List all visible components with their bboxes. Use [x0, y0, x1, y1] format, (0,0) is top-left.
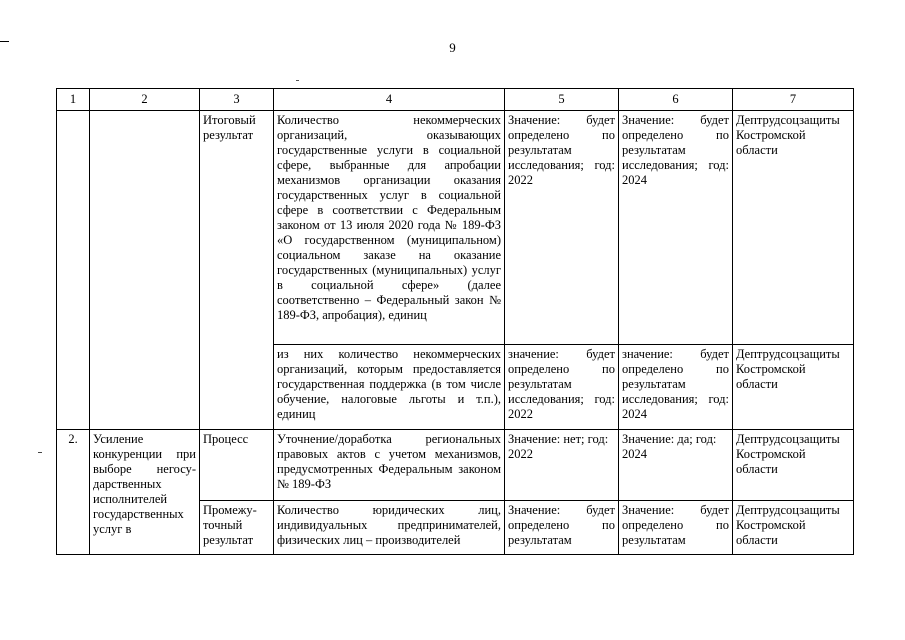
- task-cell: Усиление конкуренции при выборе негосу-дарственных исполнителей государственных услуг в: [90, 430, 200, 555]
- table-header-row: [57, 89, 854, 111]
- task-cell: [90, 111, 200, 430]
- indicator-cell: Количество юридических лиц, индивидуальных предпринимателей, физических лиц – производителей: [274, 501, 505, 555]
- value-2024-cell: Значение: да; год: 2024: [619, 430, 733, 501]
- responsible-cell: Дептрудсоцзащиты Костромской области: [733, 345, 854, 430]
- value-2022-cell: Значение: нет; год: 2022: [505, 430, 619, 501]
- header-cell: 7: [733, 89, 854, 111]
- header-cell: 1: [57, 89, 90, 111]
- table-row: [57, 430, 854, 501]
- scan-dot: [296, 80, 299, 81]
- header-cell: 2: [90, 89, 200, 111]
- page-number: 9: [449, 40, 456, 55]
- table-row: [57, 111, 854, 345]
- header-cell: 5: [505, 89, 619, 111]
- responsible-cell: Дептрудсоцзащиты Костромской области: [733, 430, 854, 501]
- indicator-cell: Количество некоммерческих организаций, оказывающих государственные услуги в социальной сфере, выбранные для апробации механизмов организации оказания государственных услуг в социальной сфере в соответствии с Федеральным законом от 13 июля 2020 года № 189-ФЗ «О государственном (муниципальном) социальном заказе на оказание государственных (муниципальных) услуг в социальной сфере» (далее соответственно – Федеральный закон № 189-ФЗ, апробация), единиц: [274, 111, 505, 345]
- header-cell: 3: [200, 89, 274, 111]
- scan-mark: [38, 452, 42, 453]
- value-2022-cell: значение: будет определено по результатам исследования; год: 2022: [505, 345, 619, 430]
- responsible-cell: Дептрудсоцзащиты Костромской области: [733, 501, 854, 555]
- indicator-cell: Уточнение/доработка региональных правовых актов с учетом механизмов, предусмотренных Федеральным законом № 189-ФЗ: [274, 430, 505, 501]
- document-table: [56, 88, 854, 555]
- value-2022-cell: Значение: будет определено по результатам: [505, 501, 619, 555]
- result-type-cell: Процесс: [200, 430, 274, 501]
- header-cell: 4: [274, 89, 505, 111]
- header-cell: 6: [619, 89, 733, 111]
- value-2024-cell: Значение: будет определено по результатам: [619, 501, 733, 555]
- value-2024-cell: Значение: будет определено по результатам исследования; год: 2024: [619, 111, 733, 345]
- row-number-cell: 2.: [57, 430, 90, 555]
- value-2024-cell: значение: будет определено по результатам исследования; год: 2024: [619, 345, 733, 430]
- indicator-cell: из них количество некоммерческих организаций, которым предоставляется государственная поддержка (в том числе обучение, налоговые льготы и т.п.), единиц: [274, 345, 505, 430]
- row-number-cell: [57, 111, 90, 430]
- result-type-cell: Итоговый результат: [200, 111, 274, 430]
- responsible-cell: Дептрудсоцзащиты Костромской области: [733, 111, 854, 345]
- value-2022-cell: Значение: будет определено по результатам исследования; год: 2022: [505, 111, 619, 345]
- result-type-cell: Промежу-точный результат: [200, 501, 274, 555]
